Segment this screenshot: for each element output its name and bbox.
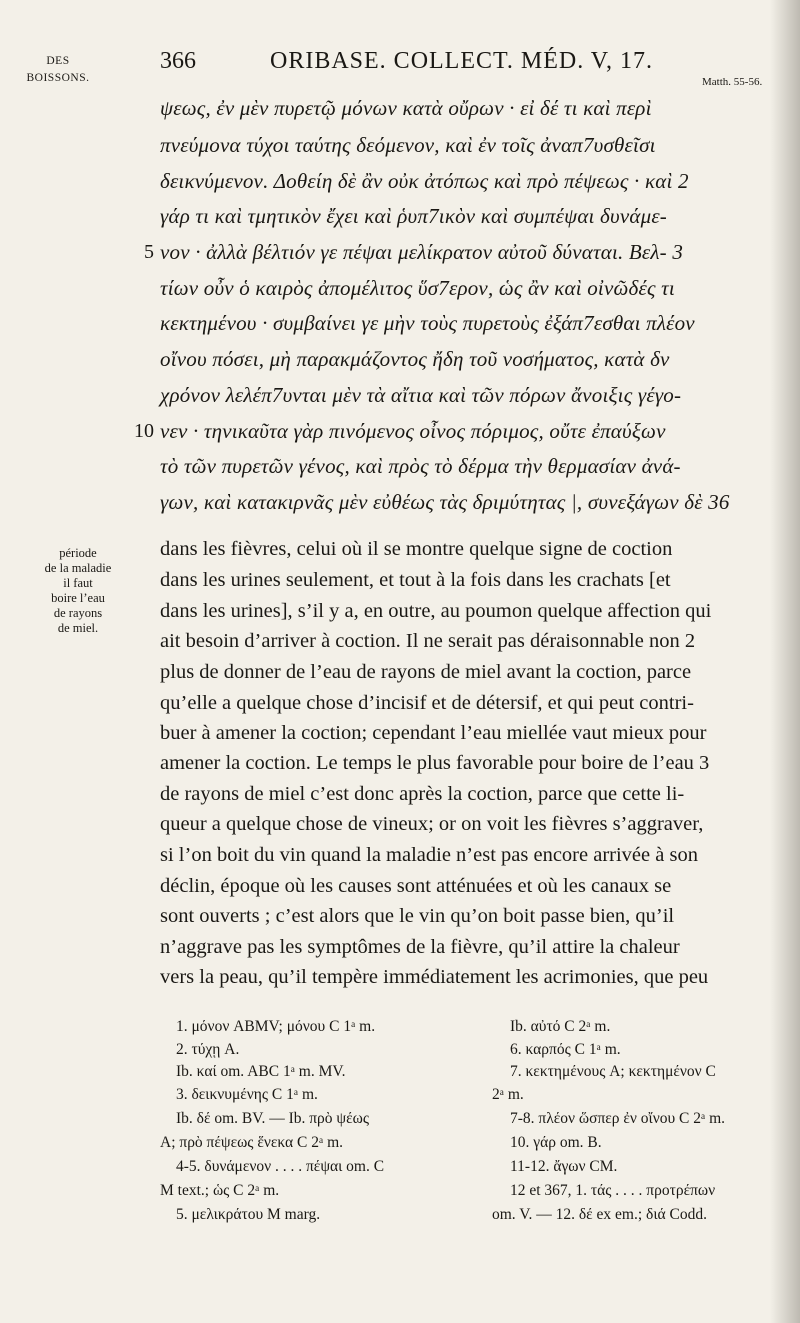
side-note-line: période (59, 546, 97, 560)
french-line: amener la coction. Le temps le plus favorable pour boire de l’eau 3 (160, 752, 710, 774)
greek-line: δεικνύμενον. Δοθείη δὲ ἂν οὐκ ἀτόπως καὶ πρὸ πέψεως · καὶ 2 (160, 169, 689, 193)
footnote: 6. καρπός C 1ᵃ m. (510, 1041, 621, 1058)
french-line: déclin, époque où les causes sont atténuées et où les canaux se (160, 875, 672, 897)
footnote: Ib. καί om. ABC 1ᵃ m. MV. (176, 1063, 346, 1080)
greek-line: γων, καὶ κατακιρνᾶς μὲν εὐθέως τὰς δριμύτητας |, συνεξάγων δὲ 36 (160, 490, 730, 514)
footnote: 2. τύχῃ A. (176, 1041, 240, 1058)
footnote: 3. δεικνυμένης C 1ᵃ m. (176, 1086, 318, 1103)
french-line: dans les urines seulement, et tout à la fois dans les crachats [et (160, 569, 671, 591)
footnote: 5. μελικράτου M marg. (176, 1206, 321, 1223)
greek-line: νον · ἀλλὰ βέλτιόν γε πέψαι μελίκρατον αὐτοῦ δύναται. Βελ- 3 (160, 240, 684, 264)
footnote: om. V. — 12. δέ ex em.; διά Codd. (492, 1206, 707, 1223)
page-number: 366 (160, 48, 196, 74)
footnote: 7-8. πλέον ὥσπερ ἐν οἴνου C 2ᵃ m. (510, 1110, 726, 1127)
footnote: 10. γάρ om. B. (510, 1134, 602, 1151)
side-note-line: boire l’eau (51, 591, 105, 605)
greek-line: χρόνον λελέπ7υνται μὲν τὰ αἴτια καὶ τῶν πόρων ἄνοιξις γέγο- (160, 383, 682, 407)
greek-line: κεκτημένου · συμβαίνει γε μὴν τοὺς πυρετοὺς ἐξάπ7εσθαι πλέον (160, 311, 695, 335)
french-line: dans les fièvres, celui où il se montre quelque signe de coction (160, 538, 673, 560)
french-line: queur a quelque chose de vineux; or on voit les fièvres s’aggraver, (160, 813, 704, 835)
french-line: ait besoin d’arriver à coction. Il ne serait pas déraisonnable non 2 (160, 630, 696, 652)
footnote: Ib. δέ om. BV. — Ib. πρὸ ψέως (176, 1110, 369, 1127)
greek-line: ψεως, ἐν μὲν πυρετῷ μόνων κατὰ οὔρων · εἰ δέ τι καὶ περὶ (160, 96, 652, 120)
greek-line: οἴνου πόσει, μὴ παρακμάζοντος ἤδη τοῦ νοσήματος, κατὰ δν (160, 347, 670, 371)
french-line: buer à amener la coction; cependant l’eau miellée vaut mieux pour (160, 722, 707, 744)
running-title: ORIBASE. COLLECT. MÉD. V, 17. (270, 48, 654, 74)
side-note-line: il faut (63, 576, 93, 590)
side-note-line: de la maladie (44, 561, 112, 575)
footnote: Ib. αὐτό C 2ᵃ m. (510, 1018, 611, 1035)
french-line: si l’on boit du vin quand la maladie n’est pas encore arrivée à son (160, 844, 698, 866)
footnote: M text.; ὡς C 2ᵃ m. (160, 1182, 280, 1199)
french-line: vers la peau, qu’il tempère immédiatement les acrimonies, que peu (160, 966, 709, 988)
margin-label-des: DES (46, 55, 70, 67)
line-number: 5 (144, 241, 154, 263)
margin-label-boissons: BOISSONS. (26, 72, 90, 84)
french-line: n’aggrave pas les symptômes de la fièvre, qu’il attire la chaleur (160, 936, 680, 958)
french-line: sont ouverts ; c’est alors que le vin qu’on boit passe bien, qu’il (160, 905, 675, 927)
greek-line: πνεύμονα τύχοι ταύτης δεόμενον, καὶ ἐν τοῖς ἀναπ7υσθεῖσι (160, 133, 656, 157)
footnote: 2ᵃ m. (492, 1086, 524, 1103)
footnote: 12 et 367, 1. τάς . . . . προτρέπων (510, 1182, 716, 1199)
footnote: 4-5. δυνάμενον . . . . πέψαι om. C (176, 1158, 385, 1175)
french-line: plus de donner de l’eau de rayons de miel avant la coction, parce (160, 661, 692, 683)
french-line: qu’elle a quelque chose d’incisif et de détersif, et qui peut contri- (160, 692, 694, 714)
line-number: 10 (134, 420, 154, 442)
greek-line: τὸ τῶν πυρετῶν γένος, καὶ πρὸς τὸ δέρμα τὴν θερμασίαν ἀνά- (160, 454, 681, 478)
matth-reference: Matth. 55-56. (702, 76, 763, 88)
side-note-line: de miel. (57, 621, 99, 635)
greek-line: νεν · τηνικαῦτα γὰρ πινόμενος οἶνος πόριμος, οὔτε ἐπαύξων (160, 419, 666, 443)
footnote: A; πρὸ πέψεως ἕνεκα C 2ᵃ m. (160, 1134, 344, 1151)
greek-line: γάρ τι καὶ τμητικὸν ἔχει καὶ ῥυπ7ικὸν καὶ συμπέψαι δυνάμε- (160, 204, 667, 228)
side-note (30, 546, 126, 636)
side-note-line: de rayons (53, 606, 103, 620)
footnote: 1. μόνον ABMV; μόνου C 1ᵃ m. (176, 1018, 376, 1035)
footnote: 7. κεκτημένους A; κεκτημένον C (510, 1063, 716, 1080)
french-line: dans les urines], s’il y a, en outre, au poumon quelque affection qui (160, 600, 712, 622)
page-edge-shadow (770, 0, 800, 1323)
greek-line: τίων οὖν ὁ καιρὸς ἀπομέλιτος ὕσ7ερον, ὡς ἂν καὶ οἰνῶδές τι (160, 276, 675, 300)
footnote: 11-12. ἄγων CM. (510, 1158, 618, 1175)
french-line: de rayons de miel c’est donc après la coction, parce que cette li- (160, 783, 685, 805)
